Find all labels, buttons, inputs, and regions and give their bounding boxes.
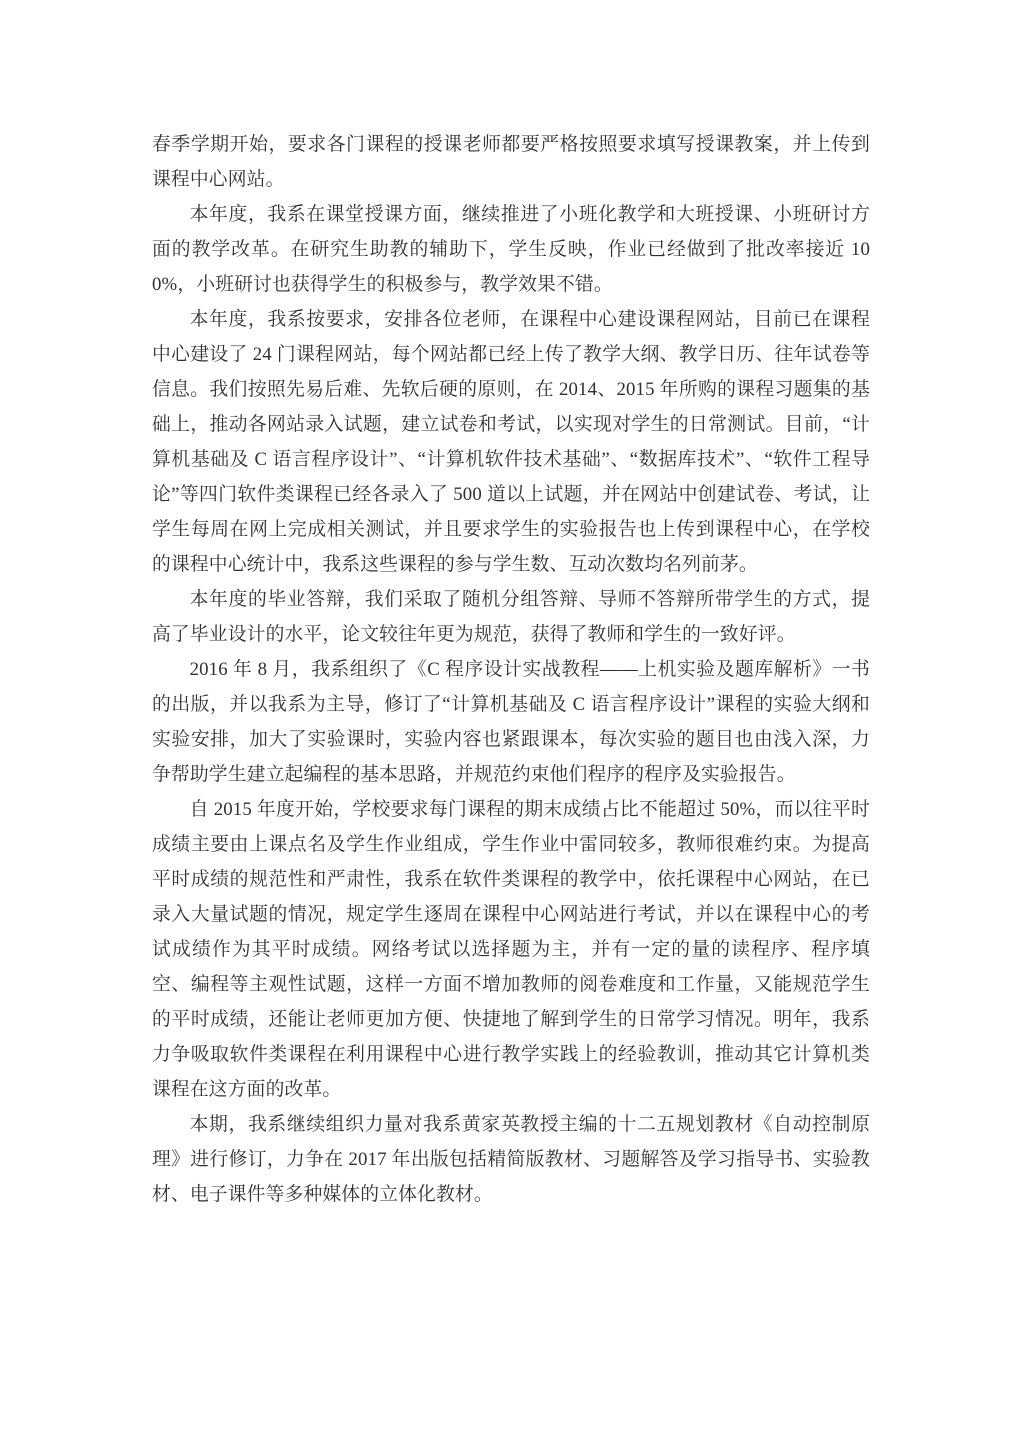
paragraph-course-websites: 本年度，我系按要求，安排各位老师，在课程中心建设课程网站，目前已在课程中心建设了 24 门课程网站，每个网站都已经上传了教学大纲、教学日历、往年试卷等信息。我们按照先易后难、先软后硬的原则，在 2014、2015 年所购的课程习题集的基础上，推动各网站录入试题，建立试卷和考试，以实现对学生的日常测试。目前，“计算机基础及 C 语言程序设计”、“计算机软件技术基础”、“数据库技术”、“软件工程导论”等四门软件类课程已经各录入了 500 道以上试题，并在网站中创建试卷、考试，让学生每周在网上完成相关测试，并且要求学生的实验报告也上传到课程中心，在学校的课程中心统计中，我系这些课程的参与学生数、互动次数均名列前茅。 (152, 309, 870, 575)
document-page (152, 127, 870, 1212)
paragraph-graduation-defense: 本年度的毕业答辩，我们采取了随机分组答辩、导师不答辩所带学生的方式，提高了毕业设计的水平，论文较往年更为规范，获得了教师和学生的一致好评。 (152, 589, 870, 645)
paragraph-textbook-publication: 2016 年 8 月，我系组织了《C 程序设计实战教程——上机实验及题库解析》一书的出版，并以我系为主导，修订了“计算机基础及 C 语言程序设计”课程的实验大纲和实验安排，加大了实验课时，实验内容也紧跟课本，每次实验的题目也由浅入深，力争帮助学生建立起编程的基本思路，并规范约束他们程序的程序及实验报告。 (152, 659, 870, 785)
paragraph-textbook-revision: 本期，我系继续组织力量对我系黄家英教授主编的十二五规划教材《自动控制原理》进行修订，力争在 2017 年出版包括精简版教材、习题解答及学习指导书、实验教材、电子课件等多种媒体的立体化教材。 (152, 1114, 870, 1205)
paragraph-continuation: 春季学期开始，要求各门课程的授课老师都要严格按照要求填写授课教案，并上传到课程中心网站。 (152, 134, 870, 190)
paragraph-grading-reform: 自 2015 年度开始，学校要求每门课程的期末成绩占比不能超过 50%，而以往平时成绩主要由上课点名及学生作业组成，学生作业中雷同较多，教师很难约束。为提高平时成绩的规范性和严肃性，我系在软件类课程的教学中，依托课程中心网站，在已录入大量试题的情况，规定学生逐周在课程中心网站进行考试，并以在课程中心的考试成绩作为其平时成绩。网络考试以选择题为主，并有一定的量的读程序、程序填空、编程等主观性试题，这样一方面不增加教师的阅卷难度和工作量，又能规范学生的平时成绩，还能让老师更加方便、快捷地了解到学生的日常学习情况。明年，我系力争吸取软件类课程在利用课程中心进行教学实践上的经验教训，推动其它计算机类课程在这方面的改革。 (152, 799, 870, 1100)
paragraph-classroom-teaching: 本年度，我系在课堂授课方面，继续推进了小班化教学和大班授课、小班研讨方面的教学改革。在研究生助教的辅助下，学生反映，作业已经做到了批改率接近 100%，小班研讨也获得学生的积极参与，教学效果不错。 (152, 204, 870, 295)
